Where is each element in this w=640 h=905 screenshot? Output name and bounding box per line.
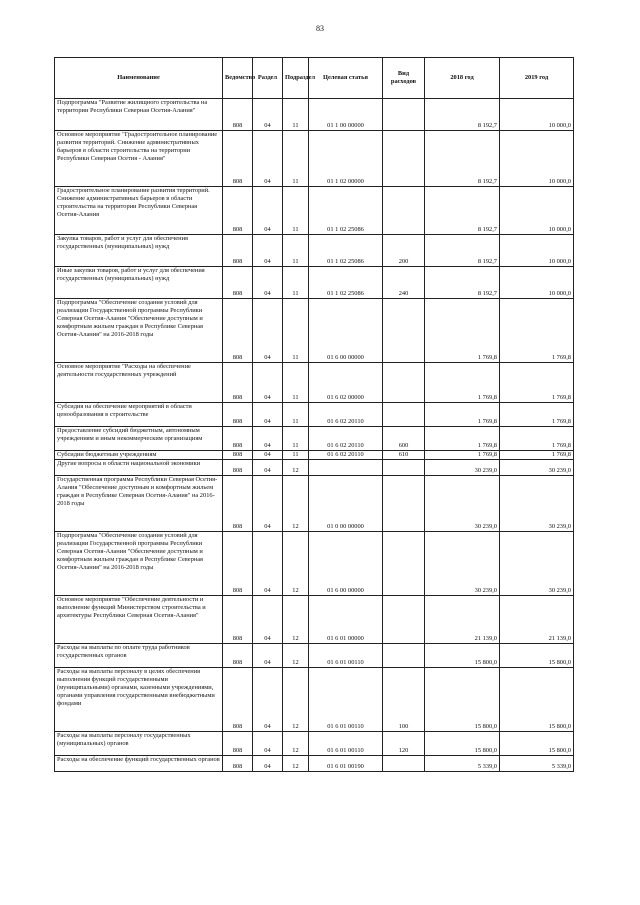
cell-razdel: 04 (253, 644, 283, 668)
header-section: Раздел (253, 58, 283, 99)
cell-csr: 01 6 00 00000 (309, 532, 383, 596)
cell-csr: 01 6 02 00000 (309, 363, 383, 403)
cell-vr (383, 460, 425, 476)
cell-y2018: 15 800,0 (425, 644, 500, 668)
cell-podrazdel: 11 (283, 235, 309, 267)
table-row (55, 460, 574, 476)
cell-y2019: 30 239,0 (500, 532, 574, 596)
cell-name: Субсидия на обеспечение мероприятий в области ценообразования в строительстве (55, 403, 223, 427)
cell-podrazdel: 11 (283, 451, 309, 460)
cell-ved: 808 (223, 756, 253, 772)
cell-y2019: 21 139,0 (500, 596, 574, 644)
cell-ved: 808 (223, 267, 253, 299)
cell-vr (383, 363, 425, 403)
cell-y2018: 1 769,8 (425, 299, 500, 363)
cell-y2018: 21 139,0 (425, 596, 500, 644)
cell-y2018: 1 769,8 (425, 451, 500, 460)
table-row (55, 532, 574, 596)
cell-ved: 808 (223, 644, 253, 668)
header-year-2019: 2019 год (500, 58, 574, 99)
cell-y2019: 10 000,0 (500, 187, 574, 235)
header-ministry: Ведомство (223, 58, 253, 99)
cell-vr (383, 299, 425, 363)
cell-podrazdel: 11 (283, 299, 309, 363)
table-row (55, 668, 574, 732)
table-row (55, 267, 574, 299)
cell-vr (383, 99, 425, 131)
cell-y2019: 30 239,0 (500, 476, 574, 532)
cell-vr: 240 (383, 267, 425, 299)
cell-csr: 01 1 02 00000 (309, 131, 383, 187)
cell-y2019: 15 800,0 (500, 668, 574, 732)
cell-ved: 808 (223, 460, 253, 476)
cell-razdel: 04 (253, 427, 283, 451)
cell-podrazdel: 12 (283, 532, 309, 596)
budget-table (54, 57, 574, 772)
cell-name: Основное мероприятие "Обеспечение деятельности и выполнение функций Министерством строительства и архитектуры Республики Северная Осетия-Алания" (55, 596, 223, 644)
cell-y2019: 15 800,0 (500, 644, 574, 668)
page-number: 83 (316, 24, 324, 33)
cell-csr: 01 6 01 00110 (309, 644, 383, 668)
cell-name: Закупка товаров, работ и услуг для обеспечения государственных (муниципальных) нужд (55, 235, 223, 267)
cell-podrazdel: 11 (283, 99, 309, 131)
cell-name: Основное мероприятие "Градостроительное планирование развития территорий. Снижение административных барьеров в области строительства на территории Республики Северная Осетия - Алания" (55, 131, 223, 187)
cell-razdel: 04 (253, 532, 283, 596)
cell-name: Расходы на выплаты персоналу государственных (муниципальных) органов (55, 732, 223, 756)
cell-csr: 01 6 02 20110 (309, 427, 383, 451)
cell-csr: 01 1 02 25086 (309, 267, 383, 299)
cell-csr: 01 6 02 20110 (309, 403, 383, 427)
cell-y2018: 1 769,8 (425, 403, 500, 427)
cell-y2019: 10 000,0 (500, 267, 574, 299)
cell-y2019: 30 239,0 (500, 460, 574, 476)
cell-name: Подпрограмма "Обеспечение создания условий для реализации Государственной программы Республики Северная Осетия-Алания "Обеспечение доступным и комфортным жильем граждан в Республике Северная Осетия-Алания" на 2016-2018 годы (55, 532, 223, 596)
cell-vr (383, 756, 425, 772)
table-row (55, 403, 574, 427)
cell-csr: 01 6 01 00110 (309, 732, 383, 756)
cell-name: Другие вопросы в области национальной экономики (55, 460, 223, 476)
cell-vr (383, 131, 425, 187)
table-row (55, 131, 574, 187)
cell-name: Основное мероприятие "Расходы на обеспечение деятельности государственных учреждений (55, 363, 223, 403)
cell-y2018: 15 800,0 (425, 732, 500, 756)
table-row (55, 99, 574, 131)
cell-name: Иные закупки товаров, работ и услуг для обеспечения государственных (муниципальных) нужд (55, 267, 223, 299)
cell-podrazdel: 12 (283, 732, 309, 756)
cell-razdel: 04 (253, 187, 283, 235)
cell-y2019: 5 339,0 (500, 756, 574, 772)
table-row (55, 596, 574, 644)
cell-y2018: 8 192,7 (425, 99, 500, 131)
cell-podrazdel: 11 (283, 267, 309, 299)
cell-name: Градостроительное планирование развития территорий. Снижение административных барьеров в области строительства на территории Республики Северная Осетия-Алания (55, 187, 223, 235)
cell-y2019: 10 000,0 (500, 131, 574, 187)
cell-y2018: 5 339,0 (425, 756, 500, 772)
cell-razdel: 04 (253, 451, 283, 460)
table-row (55, 756, 574, 772)
table-row (55, 235, 574, 267)
cell-podrazdel: 11 (283, 131, 309, 187)
cell-name: Подпрограмма "Развитие жилищного строительства на территории Республики Северная Осетия-Алания" (55, 99, 223, 131)
cell-podrazdel: 12 (283, 460, 309, 476)
cell-ved: 808 (223, 596, 253, 644)
cell-razdel: 04 (253, 363, 283, 403)
cell-y2018: 8 192,7 (425, 187, 500, 235)
cell-ved: 808 (223, 668, 253, 732)
cell-y2019: 1 769,8 (500, 451, 574, 460)
cell-y2019: 10 000,0 (500, 99, 574, 131)
cell-razdel: 04 (253, 299, 283, 363)
cell-vr (383, 403, 425, 427)
cell-vr (383, 644, 425, 668)
cell-name: Подпрограмма "Обеспечение создания условий для реализации Государственной программы Республики Северная Осетия-Алания "Обеспечение доступным и комфортным жильем граждан в Республике Северная Осетия-Алания" на 2016-2018 годы (55, 299, 223, 363)
cell-ved: 808 (223, 451, 253, 460)
cell-y2019: 15 800,0 (500, 732, 574, 756)
cell-ved: 808 (223, 363, 253, 403)
cell-podrazdel: 12 (283, 596, 309, 644)
cell-csr: 01 1 00 00000 (309, 99, 383, 131)
cell-y2018: 8 192,7 (425, 235, 500, 267)
table-row (55, 299, 574, 363)
cell-y2018: 1 769,8 (425, 363, 500, 403)
cell-vr (383, 187, 425, 235)
cell-razdel: 04 (253, 131, 283, 187)
cell-podrazdel: 12 (283, 668, 309, 732)
cell-vr: 120 (383, 732, 425, 756)
cell-vr: 600 (383, 427, 425, 451)
header-expense-type: Вид расходов (383, 58, 425, 99)
cell-y2018: 8 192,7 (425, 267, 500, 299)
cell-y2018: 30 239,0 (425, 532, 500, 596)
cell-ved: 808 (223, 99, 253, 131)
cell-razdel: 04 (253, 668, 283, 732)
cell-y2019: 1 769,8 (500, 363, 574, 403)
table-row (55, 187, 574, 235)
cell-csr: 01 1 02 25086 (309, 187, 383, 235)
cell-ved: 808 (223, 427, 253, 451)
cell-razdel: 04 (253, 732, 283, 756)
cell-podrazdel: 12 (283, 644, 309, 668)
cell-ved: 808 (223, 299, 253, 363)
cell-csr: 01 6 02 20110 (309, 451, 383, 460)
cell-y2018: 1 769,8 (425, 427, 500, 451)
cell-podrazdel: 11 (283, 403, 309, 427)
cell-razdel: 04 (253, 99, 283, 131)
header-name: Наименование (55, 58, 223, 99)
cell-csr: 01 0 00 00000 (309, 476, 383, 532)
cell-vr: 200 (383, 235, 425, 267)
cell-razdel: 04 (253, 267, 283, 299)
cell-csr (309, 460, 383, 476)
cell-csr: 01 6 01 00000 (309, 596, 383, 644)
table-row (55, 451, 574, 460)
table-row (55, 427, 574, 451)
cell-razdel: 04 (253, 403, 283, 427)
cell-razdel: 04 (253, 756, 283, 772)
cell-csr: 01 6 01 00110 (309, 668, 383, 732)
table-row (55, 363, 574, 403)
table-row (55, 732, 574, 756)
cell-ved: 808 (223, 235, 253, 267)
cell-vr (383, 596, 425, 644)
cell-y2019: 10 000,0 (500, 235, 574, 267)
table-body (55, 99, 574, 772)
cell-podrazdel: 11 (283, 427, 309, 451)
cell-name: Предоставление субсидий бюджетным, автономным учреждениям и иным некоммерческим организациям (55, 427, 223, 451)
cell-csr: 01 6 01 00190 (309, 756, 383, 772)
cell-name: Субсидии бюджетным учреждениям (55, 451, 223, 460)
cell-name: Расходы на выплаты по оплате труда работников государственных органов (55, 644, 223, 668)
header-target-article: Целевая статья (309, 58, 383, 99)
cell-ved: 808 (223, 187, 253, 235)
header-subsection: Подраздел (283, 58, 309, 99)
cell-y2018: 30 239,0 (425, 476, 500, 532)
cell-y2019: 1 769,8 (500, 403, 574, 427)
cell-name: Расходы на выплаты персоналу в целях обеспечения выполнения функций государственными (муниципальными) органами, казенными учреждениями, органами управления государственными внебюджетными фондами (55, 668, 223, 732)
cell-razdel: 04 (253, 460, 283, 476)
cell-razdel: 04 (253, 596, 283, 644)
cell-y2018: 15 800,0 (425, 668, 500, 732)
cell-csr: 01 6 00 00000 (309, 299, 383, 363)
cell-csr: 01 1 02 25086 (309, 235, 383, 267)
cell-ved: 808 (223, 532, 253, 596)
cell-y2019: 1 769,8 (500, 299, 574, 363)
table-row (55, 644, 574, 668)
cell-podrazdel: 11 (283, 363, 309, 403)
cell-ved: 808 (223, 131, 253, 187)
table-row (55, 476, 574, 532)
cell-vr: 610 (383, 451, 425, 460)
cell-y2018: 8 192,7 (425, 131, 500, 187)
cell-podrazdel: 11 (283, 187, 309, 235)
cell-vr (383, 476, 425, 532)
cell-vr: 100 (383, 668, 425, 732)
cell-y2018: 30 239,0 (425, 460, 500, 476)
cell-vr (383, 532, 425, 596)
header-year-2018: 2018 год (425, 58, 500, 99)
cell-y2019: 1 769,8 (500, 427, 574, 451)
cell-name: Расходы на обеспечение функций государственных органов (55, 756, 223, 772)
cell-podrazdel: 12 (283, 756, 309, 772)
cell-ved: 808 (223, 732, 253, 756)
cell-ved: 808 (223, 476, 253, 532)
cell-razdel: 04 (253, 476, 283, 532)
table-header-row (55, 58, 574, 99)
cell-podrazdel: 12 (283, 476, 309, 532)
cell-razdel: 04 (253, 235, 283, 267)
cell-ved: 808 (223, 403, 253, 427)
cell-name: Государственная программа Республики Северная Осетия-Алания "Обеспечение доступным и комфортным жильем граждан в Республике Северная Осетия-Алания" на 2016-2018 годы (55, 476, 223, 532)
